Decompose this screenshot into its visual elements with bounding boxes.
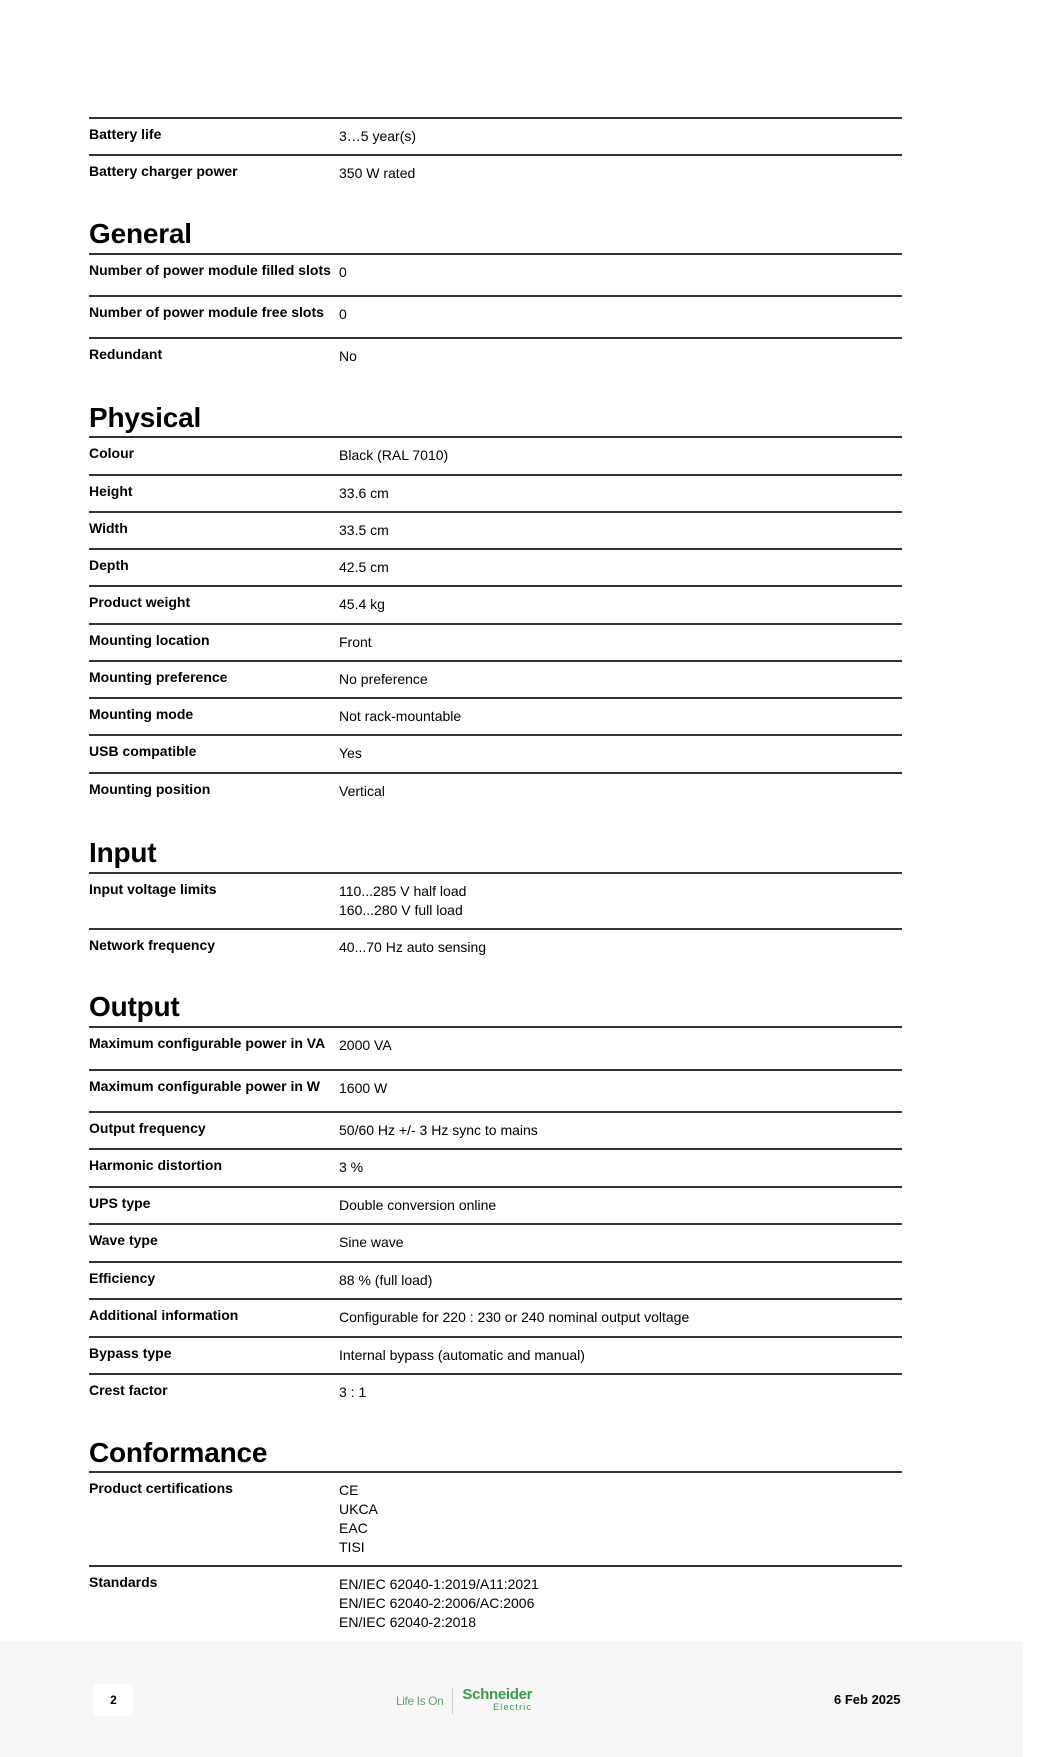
spec-row [89,736,902,774]
spec-value [339,1113,902,1148]
spec-row [89,1338,902,1375]
spec-value [339,1567,902,1643]
spec-value-line: 3 % [339,1159,364,1175]
document-date: 6 Feb 2025 [834,1692,901,1707]
spec-label: Harmonic distortion [89,1157,223,1173]
spec-value-line: 0 [339,264,347,280]
spec-value-line: TISI [339,1539,365,1555]
spec-label: Crest factor [89,1382,168,1398]
spec-value-line: CE [339,1482,359,1498]
spec-label: Maximum configurable power in VA [89,1035,326,1051]
spec-value [339,930,902,974]
spec-row [89,438,902,476]
spec-value-line: 0 [339,306,347,322]
spec-label: Input voltage limits [89,881,217,897]
spec-label: Mounting mode [89,706,194,722]
spec-label: Standards [89,1574,158,1590]
spec-row [89,1375,902,1412]
spec-value-line: 88 % (full load) [339,1272,433,1288]
spec-row [89,513,902,550]
spec-value-line: EN/IEC 62040-2:2006/AC:2006 [339,1595,535,1611]
spec-row [89,1567,902,1643]
spec-value-line: 160...280 V full load [339,902,463,918]
spec-value [339,662,902,697]
spec-row [89,1225,902,1263]
spec-value-line: 110...285 V half load [339,883,467,899]
spec-value-line: 350 W rated [339,165,416,181]
spec-value-line: No [339,348,357,364]
spec-value-line: No preference [339,671,428,687]
spec-row [89,1263,902,1300]
section-title-output: Output [89,991,180,1022]
spec-value-line: Not rack-mountable [339,708,462,724]
life-is-on-tagline: Life Is On [396,1694,444,1708]
section-title-conformance: Conformance [89,1437,268,1468]
spec-label: Width [89,520,128,536]
spec-value [339,1225,902,1261]
spec-row [89,930,902,974]
spec-row [89,156,902,200]
spec-row [89,476,902,513]
spec-label: Mounting preference [89,669,228,685]
spec-value [339,550,902,585]
spec-value-line: 50/60 Hz +/- 3 Hz sync to mains [339,1122,538,1138]
spec-row [89,339,902,377]
spec-label: Mounting position [89,781,211,797]
spec-label: Wave type [89,1232,158,1248]
spec-value-line: EN/IEC 62040-2:2018 [339,1614,476,1630]
spec-row [89,297,902,339]
spec-label: UPS type [89,1195,151,1211]
spec-label: Bypass type [89,1345,172,1361]
brand-name: Schneider [462,1686,533,1703]
general-table [89,253,902,377]
page-footer [0,1641,1023,1757]
spec-value [339,1300,902,1336]
spec-label: Colour [89,445,135,461]
spec-label: Mounting location [89,632,210,648]
spec-label: Number of power module filled slots [89,262,331,278]
spec-value [339,736,902,772]
spec-value-line: 45.4 kg [339,596,385,612]
spec-label: Battery life [89,126,162,142]
section-title-general: General [89,218,192,249]
section-title-physical: Physical [89,402,202,433]
spec-row [89,1300,902,1338]
section-title-input: Input [89,837,157,868]
spec-row [89,587,902,625]
page-number: 2 [94,1684,133,1716]
spec-value [339,1188,902,1223]
spec-row [89,1473,902,1567]
spec-label: Number of power module free slots [89,304,324,320]
brand-sub: Electric [493,1702,533,1712]
spec-value [339,476,902,511]
spec-value-line: 3 : 1 [339,1384,367,1400]
schneider-electric-logo [462,1686,533,1713]
spec-value [339,255,902,295]
spec-value-line: EN/IEC 62040-1:2019/A11:2021 [339,1576,539,1592]
input-table [89,872,902,974]
spec-value [339,438,902,474]
spec-row [89,1188,902,1225]
spec-value-line: 3…5 year(s) [339,128,417,144]
spec-value-line: Double conversion online [339,1197,497,1213]
logo-divider [452,1688,453,1714]
spec-value-line: Configurable for 220 : 230 or 240 nominal output voltage [339,1309,690,1325]
spec-value [339,1338,902,1373]
spec-value-line: Black (RAL 7010) [339,447,449,463]
spec-value-line: Sine wave [339,1234,404,1250]
spec-value-line: 33.6 cm [339,485,389,501]
spec-value [339,1263,902,1298]
spec-row [89,119,902,156]
spec-row [89,774,902,811]
spec-value-line: Internal bypass (automatic and manual) [339,1347,585,1363]
spec-value [339,699,902,734]
spec-label: Additional information [89,1307,239,1323]
spec-value-line: 42.5 cm [339,559,389,575]
spec-value-line: Front [339,634,372,650]
spec-value [339,156,902,200]
spec-label: Efficiency [89,1270,156,1286]
spec-value [339,1071,902,1111]
spec-label: Depth [89,557,129,573]
spec-value-line: 33.5 cm [339,522,389,538]
spec-value [339,625,902,660]
conformance-table [89,1471,902,1643]
spec-row [89,625,902,662]
spec-label: Product certifications [89,1480,233,1496]
spec-value-line: UKCA [339,1501,378,1517]
spec-value-line: 2000 VA [339,1037,392,1053]
spec-row [89,255,902,297]
physical-table [89,436,902,811]
output-table [89,1026,902,1412]
spec-label: Battery charger power [89,163,238,179]
spec-value [339,119,902,154]
spec-value [339,1028,902,1069]
spec-value [339,587,902,623]
spec-value-line: EAC [339,1520,368,1536]
battery-table [89,117,902,200]
spec-value [339,1150,902,1186]
spec-value [339,1473,902,1565]
spec-label: Height [89,483,133,499]
spec-value-line: 1600 W [339,1080,388,1096]
spec-label: Output frequency [89,1120,206,1136]
spec-label: USB compatible [89,743,197,759]
spec-value [339,774,902,811]
spec-value [339,339,902,377]
spec-label: Maximum configurable power in W [89,1078,321,1094]
spec-value-line: Vertical [339,783,385,799]
spec-value [339,874,902,928]
spec-value [339,513,902,548]
spec-row [89,1150,902,1188]
spec-row [89,662,902,699]
spec-row [89,1113,902,1150]
spec-label: Network frequency [89,937,216,953]
spec-value [339,1375,902,1412]
spec-value-line: 40...70 Hz auto sensing [339,939,487,955]
spec-row [89,874,902,930]
spec-value [339,297,902,337]
spec-row [89,1028,902,1071]
spec-label: Product weight [89,594,191,610]
spec-value-line: Yes [339,745,362,761]
spec-row [89,699,902,736]
spec-row [89,550,902,587]
spec-row [89,1071,902,1113]
brand-logo [396,1683,532,1719]
spec-label: Redundant [89,346,163,362]
